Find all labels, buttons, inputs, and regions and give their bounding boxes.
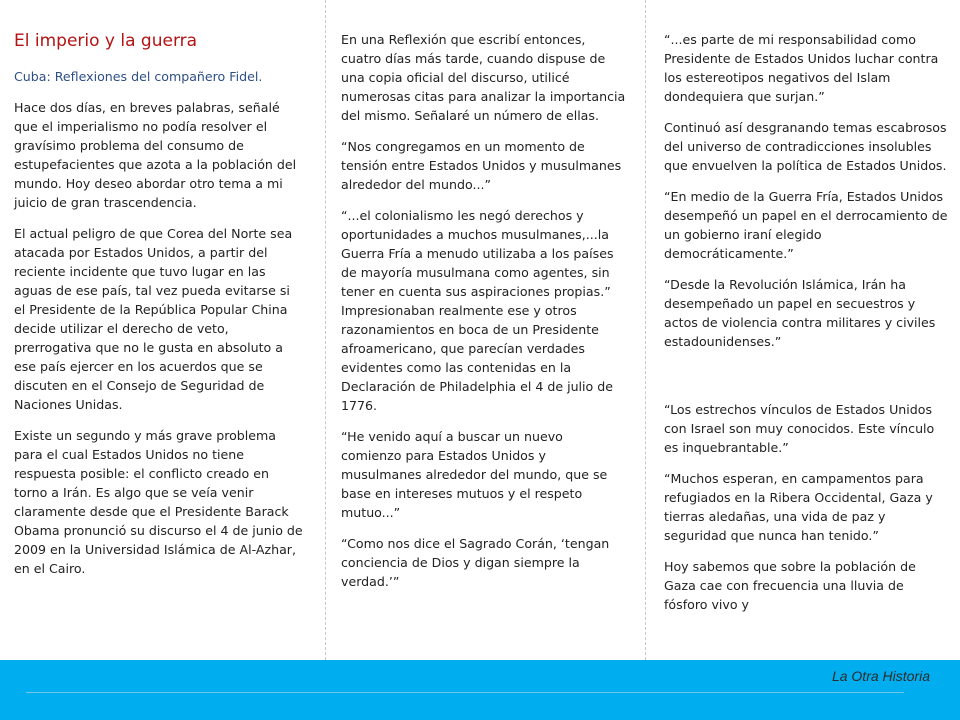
paragraph: Continuó así desgranando temas escabrosos del universo de contradicciones insolubles que envuelven la política de Estados Unidos. [664,120,947,173]
quote-paragraph: “Los estrechos vínculos de Estados Unidos con Israel son muy conocidos. Este vínculo es inquebrantable.” [664,402,935,455]
article-column-3 [664,30,948,626]
article-title: El imperio y la guerra [14,31,198,51]
article-subtitle: Cuba: Reflexiones del compañero Fidel. [14,69,263,84]
paragraph: El actual peligro de que Corea del Norte sea atacada por Estados Unidos, a partir del reciente incidente que tuvo lugar en las aguas de ese país, tal vez pueda evitarse si el Presidente de la República Popular China decide utilizar el derecho de veto, prerrogativa que no le gusta en absoluto a ese país ejercer en los acuerdos que se discuten en el Consejo de Seguridad de Naciones Unidas. [14,226,293,412]
column-gap [664,363,948,400]
quote-paragraph: “En medio de la Guerra Fría, Estados Unidos desempeñó un papel en el derrocamiento de un gobierno iraní elegido democráticamente.” [664,189,948,261]
footer-bar [0,660,960,720]
quote-paragraph: “...el colonialismo les negó derechos y oportunidades a muchos musulmanes,...la Guerra Fría a menudo utilizaba a los países de mayoría musulmana como agentes, sin tener en cuenta sus aspiraciones propias.” Impresionaban realmente ese y otros razonamientos en boca de un Presidente afroamericano, que parecían verdades evidentes como las contenidas en la Declaración de Philadelphia el 4 de julio de 1776. [341,208,614,413]
footer-brand: La Otra Historia [831,668,930,684]
paragraph: Existe un segundo y más grave problema para el cual Estados Unidos no tiene respuesta posible: el conflicto creado en torno a Irán. Es algo que se veía venir claramente desde que el Presidente Barack Obama pronunció su discurso el 4 de junio de 2009 en la Universidad Islámica de Al-Azhar, en el Cairo. [14,428,303,576]
quote-paragraph: “Muchos esperan, en campamentos para refugiados en la Ribera Occidental, Gaza y tierras aledañas, una vida de paz y seguridad que nunca han tenido.” [664,471,933,543]
article-column-1 [14,30,304,590]
quote-paragraph: “Nos congregamos en un momento de tensión entre Estados Unidos y musulmanes alrededor del mundo...” [341,139,622,192]
paragraph: Hoy sabemos que sobre la población de Gaza cae con frecuencia una lluvia de fósforo vivo y [664,559,916,612]
paragraph: En una Reflexión que escribí entonces, cuatro días más tarde, cuando dispuse de una copia oficial del discurso, utilicé numerosas citas para analizar la importancia del mismo. Señalaré un número de ellas. [341,32,626,123]
paragraph: Hace dos días, en breves palabras, señalé que el imperialismo no podía resolver el gravísimo problema del consumo de estupefacientes que azota a la población del mundo. Hoy deseo abordar otro tema a mi juicio de gran trascendencia. [14,100,297,210]
column-divider-right [645,0,646,660]
quote-paragraph: “Como nos dice el Sagrado Corán, ‘tengan conciencia de Dios y digan siempre la verdad.’” [341,536,610,589]
footer-divider [26,692,904,693]
column-divider-left [325,0,326,660]
quote-paragraph: “...es parte de mi responsabilidad como Presidente de Estados Unidos luchar contra los estereotipos negativos del Islam dondequiera que surjan.” [664,32,939,104]
article-column-2 [341,30,627,603]
quote-paragraph: “He venido aquí a buscar un nuevo comienzo para Estados Unidos y musulmanes alrededor del mundo, que se base en intereses mutuos y el respeto mutuo...” [341,429,608,520]
quote-paragraph: “Desde la Revolución Islámica, Irán ha desempeñado un papel en secuestros y actos de violencia contra militares y civiles estadounidenses.” [664,277,936,349]
